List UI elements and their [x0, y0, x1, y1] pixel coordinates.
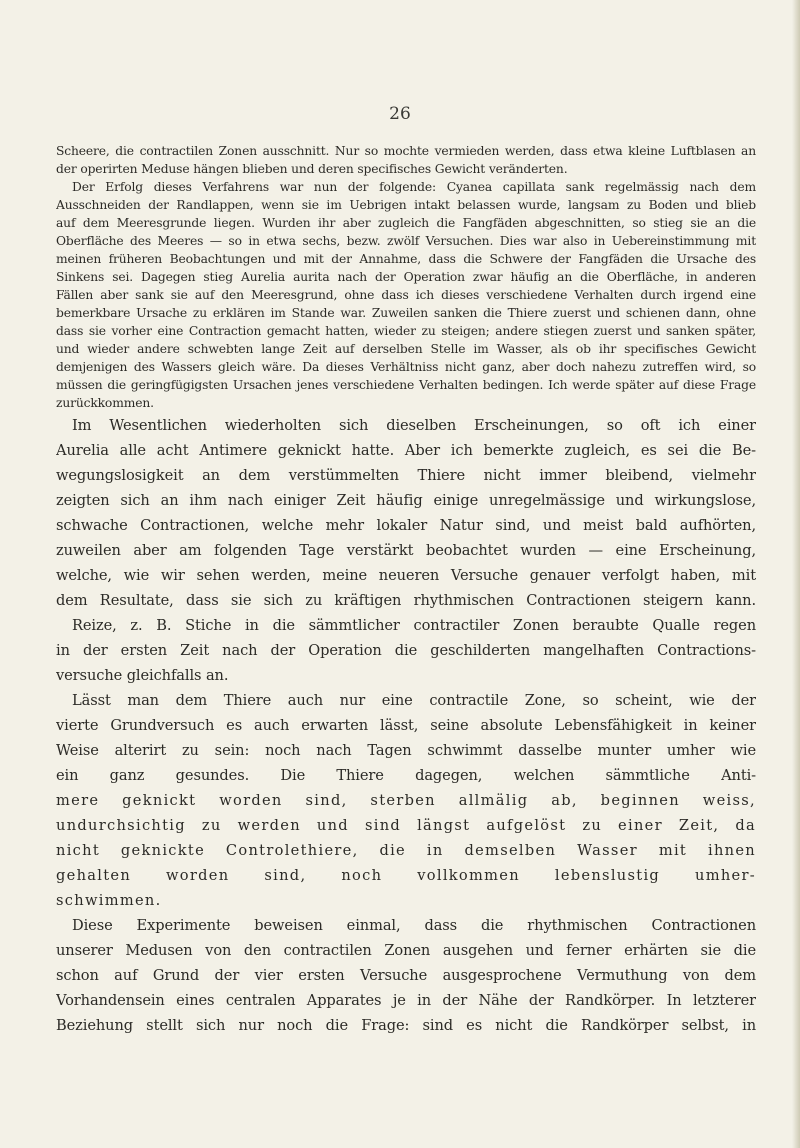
text-line: in der ersten Zeit nach der Operation die geschilderten mangelhaften Contractions- — [56, 642, 756, 659]
text-line: Reize, z. B. Stiche in die sämmtlicher contractiler Zonen beraubte Qualle regen — [72, 617, 756, 634]
text-line: wegungslosigkeit an dem verstümmelten Thiere nicht immer bleibend, vielmehr — [56, 467, 756, 484]
text-line: Weise alterirt zu sein: noch nach Tagen schwimmt dasselbe munter umher wie — [56, 742, 756, 759]
text-line: Aurelia alle acht Antimere geknickt hatte. Aber ich bemerkte zugleich, es sei die Be- — [56, 442, 756, 459]
text-line: Fällen aber sank sie auf den Meeresgrund, ohne dass ich dieses verschiedene Verhalten durch irgend eine — [56, 288, 756, 302]
text-line: müssen die geringfügigsten Ursachen jenes verschiedene Verhalten bedingen. Ich werde später auf diese Frage — [56, 378, 756, 392]
text-line: Diese Experimente beweisen einmal, dass die rhythmischen Contractionen — [72, 917, 756, 934]
text-line: vierte Grundversuch es auch erwarten lässt, seine absolute Lebensfähigkeit in keiner — [56, 717, 756, 734]
text-line: Scheere, die contractilen Zonen ausschnitt. Nur so mochte vermieden werden, dass etwa kleine Luftblasen an — [56, 144, 756, 158]
text-line: schwache Contractionen, welche mehr lokaler Natur sind, und meist bald aufhörten, — [56, 517, 756, 534]
text-line: Sinkens sei. Dagegen stieg Aurelia aurita nach der Operation zwar häufig an die Oberfläche, in anderen — [56, 270, 756, 284]
text-line: Im Wesentlichen wiederholten sich dieselben Erscheinungen, so oft ich einer — [72, 417, 756, 434]
text-line: meinen früheren Beobachtungen und mit der Annahme, dass die Schwere der Fangfäden die Ursache des — [56, 252, 756, 266]
page-number: 26 — [389, 104, 411, 124]
text-line: bemerkbare Ursache zu erklären im Stande war. Zuweilen sanken die Thiere zuerst und schienen dann, ohne — [56, 306, 756, 320]
text-line: Beziehung stellt sich nur noch die Frage: sind es nicht die Randkörper selbst, in — [56, 1017, 756, 1034]
text-line: auf dem Meeresgrunde liegen. Wurden ihr aber zugleich die Fangfäden abgeschnitten, so stieg sie an die — [56, 216, 756, 230]
text-line: zurückkommen. — [56, 396, 154, 410]
text-line: der operirten Meduse hängen blieben und deren specifisches Gewicht veränderten. — [56, 162, 568, 176]
text-line: dass sie vorher eine Contraction gemacht hatten, wieder zu steigen; andere stiegen zuerst und sanken später, — [56, 324, 756, 338]
text-line: unserer Medusen von den contractilen Zonen ausgehen und ferner erhärten sie die — [56, 942, 756, 959]
text-line: Vorhandensein eines centralen Apparates je in der Nähe der Randkörper. In letzterer — [56, 992, 756, 1009]
text-line: schwimmen. — [56, 892, 162, 909]
text-line: Oberfläche des Meeres — so in etwa sechs, bezw. zwölf Versuchen. Dies war also in Uebereinstimmung mit — [56, 234, 756, 248]
text-line: dem Resultate, dass sie sich zu kräftigen rhythmischen Contractionen steigern kann. — [56, 592, 756, 609]
text-line: ein ganz gesundes. Die Thiere dagegen, welchen sämmtliche Anti- — [56, 767, 756, 784]
text-line: schon auf Grund der vier ersten Versuche ausgesprochene Vermuthung von dem — [56, 967, 756, 984]
text-line: gehalten worden sind, noch vollkommen lebenslustig umher- — [56, 867, 756, 884]
text-line: und wieder andere schwebten lange Zeit auf derselben Stelle im Wasser, als ob ihr specifisches Gewicht — [56, 342, 756, 356]
text-line: Der Erfolg dieses Verfahrens war nun der folgende: Cyanea capillata sank regelmässig nach dem — [72, 180, 756, 194]
text-line: undurchsichtig zu werden und sind längst aufgelöst zu einer Zeit, da — [56, 817, 756, 834]
text-line: nicht geknickte Controlethiere, die in demselben Wasser mit ihnen — [56, 842, 756, 859]
page-edge-shadow — [792, 0, 800, 1148]
text-line: Lässt man dem Thiere auch nur eine contractile Zone, so scheint, wie der — [72, 692, 756, 709]
text-line: Ausschneiden der Randlappen, wenn sie im Uebrigen intakt belassen wurde, langsam zu Boden und blieb — [56, 198, 756, 212]
text-line: mere geknickt worden sind, sterben allmälig ab, beginnen weiss, — [56, 792, 756, 809]
text-line: welche, wie wir sehen werden, meine neueren Versuche genauer verfolgt haben, mit — [56, 567, 756, 584]
text-line: zeigten sich an ihm nach einiger Zeit häufig einige unregelmässige und wirkungslose, — [56, 492, 756, 509]
text-line: demjenigen des Wassers gleich wäre. Da dieses Verhältniss nicht ganz, aber doch nahezu zutreffen wird, so — [56, 360, 756, 374]
text-line: zuweilen aber am folgenden Tage verstärkt beobachtet wurden — eine Erscheinung, — [56, 542, 756, 559]
text-line: versuche gleichfalls an. — [56, 667, 229, 684]
